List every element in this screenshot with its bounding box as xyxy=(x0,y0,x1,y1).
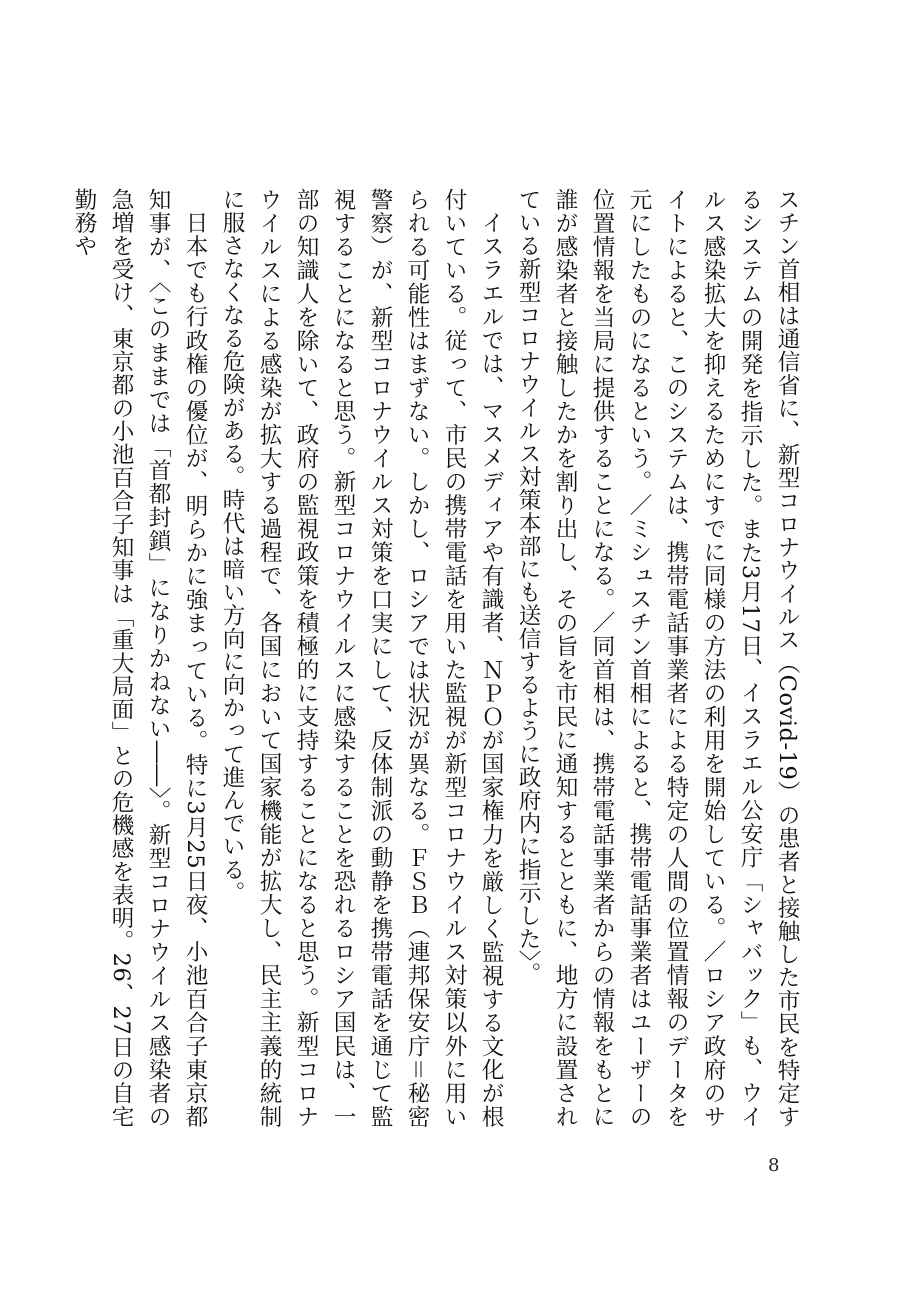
paragraph-1: スチン首相は通信省に、新型コロナウイルス（Covid-19）の患者と接触した市民を特定するシステムの開発を指示した。また3月17日、イスラエル公安庁「シャバック」も、ウイルス感染拡大を抑えるためにすでに同様の方法の利用を開始している。／ロシア政府のサイトによると、このシステムは、携帯電話事業者による特定の人間の位置情報のデータを元にしたものになるという。／ミシュスチン首相によると、携帯電話事業者はユーザーの位置情報を当局に提供することになる。／同首相は、携帯電話事業者からの情報をもとに誰が感染者と接触したかを割り出し、その旨を市民に通知するとともに、地方に設置されている新型コロナウイルス対策本部にも送信するように政府内に指示した〉。 xyxy=(515,188,800,1128)
page-number: 8 xyxy=(768,1155,780,1176)
paragraph-3: 日本でも行政権の優位が、明らかに強まっている。特に3月25日夜、小池百合子東京都知事が、〈このままでは「首都封鎖」になりかねない――〉。新型コロナウイルス感染者の急増を受け、東京都の小池百合子知事は「重大局面」との危機感を表明。26、27日の自宅勤務や xyxy=(71,188,208,1128)
vertical-body-text xyxy=(65,188,805,1128)
paragraph-2: イスラエルでは、マスメディアや有識者、ＮＰＯが国家権力を厳しく監視する文化が根付いている。従って、市民の携帯電話を用いた監視が新型コロナウイルス対策以外に用いられる可能性はまずない。しかし、ロシアでは状況が異なる。ＦＳＢ（連邦保安庁＝秘密警察）が、新型コロナウイルス対策を口実にして、反体制派の動静を携帯電話を通じて監視することになると思う。新型コロナウイルスに感染することを恐れるロシア国民は、一部の知識人を除いて、政府の監視政策を積極的に支持することになると思う。新型コロナウイルスによる感染が拡大する過程で、各国において国家機能が拡大し、民主主義的統制に服さなくなる危険がある。時代は暗い方向に向かって進んでいる。 xyxy=(219,188,504,1128)
